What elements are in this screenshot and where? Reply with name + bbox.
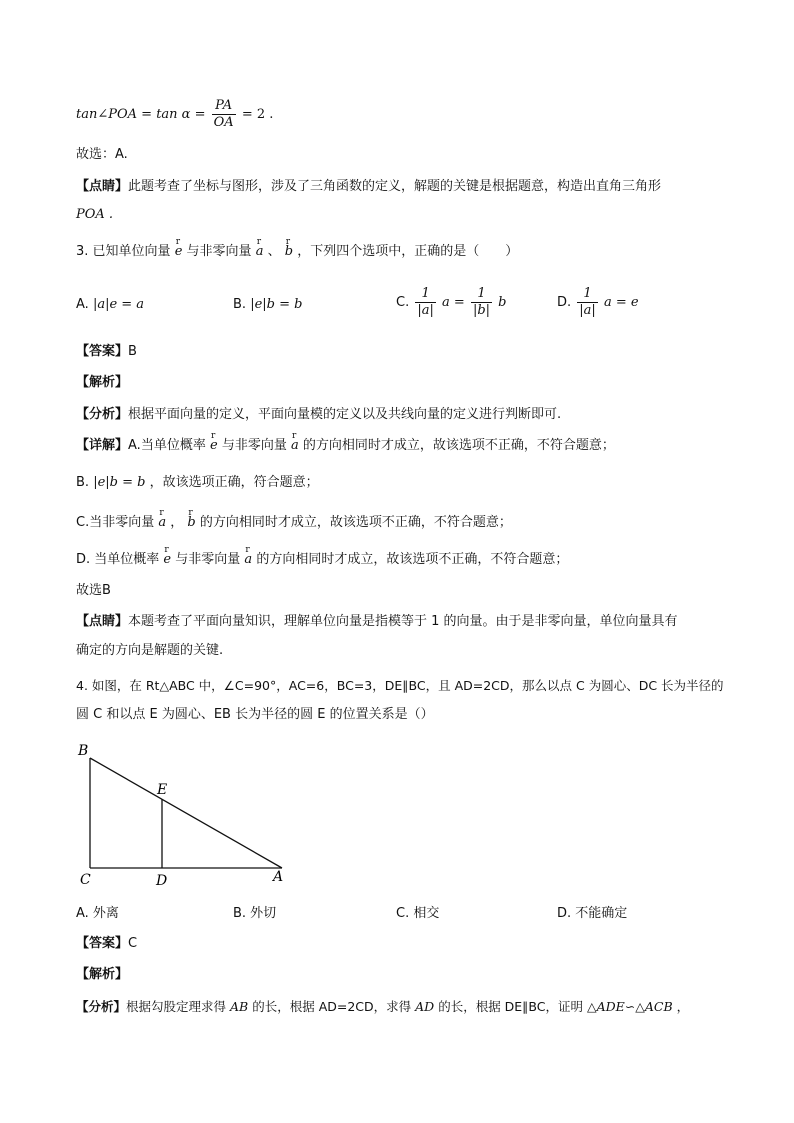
answer-value: C [128, 936, 138, 951]
answer-value: B [128, 344, 137, 359]
fraction [212, 98, 236, 131]
q3-option-c [396, 286, 507, 319]
label-a: A [273, 869, 284, 885]
line-expr: |e|b = b [93, 475, 146, 490]
vector-e: r e [175, 243, 183, 261]
stem-sep: 、 [267, 244, 281, 259]
stem-text: 3. 已知单位向量 [76, 244, 171, 259]
formula-rhs: = 2 . [241, 107, 274, 122]
comment-tag: 【点睛】 [76, 179, 129, 194]
fraction-denominator: OA [213, 115, 234, 130]
label-e: E [157, 782, 168, 798]
label-b: B [78, 743, 89, 759]
label-c: C [80, 872, 91, 888]
stem-text: ，下列四个选项中，正确的是（ ） [297, 244, 519, 259]
fraction [415, 286, 436, 319]
q3-comment-2: 确定的方向是解题的关键. [76, 643, 224, 658]
fenxi-tag: 【分析】 [76, 407, 129, 422]
line-text: ，故该选项正确，符合题意； [149, 475, 319, 490]
xiangjie-text: A.当单位概率 [128, 438, 206, 453]
fenxi-text: 的长，根据 DE∥BC，证明 [438, 999, 584, 1014]
fenxi-tag: 【分析】 [76, 999, 127, 1014]
line-label: B. [76, 475, 90, 490]
fenxi-text: 根据平面向量的定义，平面向量模的定义以及共线向量的定义进行判断即可. [128, 407, 562, 422]
option-expr: b [498, 295, 507, 310]
q3-option-a [76, 296, 144, 314]
answer-tag: 【答案】 [76, 344, 129, 359]
q3-line-c [76, 514, 512, 532]
option-label: D. [557, 295, 572, 310]
q3-xiangjie-a [76, 437, 615, 455]
formula-lhs: tan∠POA = tan α = [76, 107, 206, 122]
vector-a: r a [244, 551, 252, 569]
q2-formula [76, 98, 273, 131]
option-label: A. [76, 297, 89, 312]
line-text: 的方向相同时才成立，故该选项不正确，不符合题意； [199, 515, 512, 530]
q2-comment [76, 178, 661, 196]
q4-option-c: C. 相交 [396, 906, 440, 921]
q3-fenxi [76, 406, 561, 424]
stem-text: 与非零向量 [186, 244, 252, 259]
q3-answer [76, 343, 137, 361]
q3-option-d [557, 286, 639, 319]
option-expr: a = e [603, 295, 639, 310]
fenxi-math: AB [230, 999, 249, 1014]
vector-a: r a [256, 243, 264, 261]
option-label: B. [233, 297, 247, 312]
comment-text: 本题考查了平面向量知识，理解单位向量是指模等于 1 的向量。由于是非零向量，单位向量具有 [128, 614, 678, 629]
xiangjie-text: 的方向相同时才成立，故该选项不正确，不符合题意； [302, 438, 615, 453]
q4-option-d: D. 不能确定 [557, 906, 628, 921]
line-text: 的方向相同时才成立，故该选项不正确，不符合题意； [256, 552, 569, 567]
fenxi-text: ， [676, 999, 690, 1014]
fenxi-math: AD [415, 999, 435, 1014]
vector-a: r a [158, 514, 166, 532]
q2-comment-tail: POA . [76, 207, 114, 222]
vector-e: r e [210, 437, 218, 455]
q4-answer [76, 935, 137, 953]
vector-e: r e [163, 551, 171, 569]
vector-a: r a [291, 437, 299, 455]
option-label: C. [396, 295, 410, 310]
fraction-numerator: PA [212, 98, 236, 115]
comment-text: 此题考查了坐标与图形，涉及了三角函数的定义，解题的关键是根据题意，构造出直角三角形 [128, 179, 662, 194]
q4-option-a: A. 外离 [76, 906, 119, 921]
option-expr: |e|b = b [250, 297, 303, 312]
line-text: 与非零向量 [175, 552, 241, 567]
q4-fenxi [76, 998, 689, 1016]
fraction-denominator: |b| [472, 303, 491, 318]
line-text: C.当非零向量 [76, 515, 155, 530]
option-expr: |a|e = a [92, 297, 145, 312]
fenxi-math: △ADE∽△ACB [587, 999, 673, 1014]
label-d: D [156, 873, 168, 889]
line-sep: ， [170, 515, 184, 530]
fraction-numerator: 1 [415, 286, 436, 303]
q4-stem-2: 圆 C 和以点 E 为圆心、EB 长为半径的圆 E 的位置关系是（） [76, 707, 434, 722]
q3-comment [76, 613, 678, 631]
xiangjie-text: 与非零向量 [221, 438, 287, 453]
triangle-figure [70, 738, 300, 890]
fraction-numerator: 1 [471, 286, 492, 303]
q3-line-d [76, 551, 568, 569]
line-text: D. 当单位概率 [76, 552, 160, 567]
segment-ba [90, 758, 282, 868]
q3-choose: 故选B [76, 583, 111, 598]
fraction-denominator: |a| [579, 303, 596, 318]
fraction [471, 286, 492, 319]
q2-choose: 故选：A. [76, 147, 128, 162]
q3-analysis-tag: 【解析】 [76, 375, 129, 390]
fenxi-text: 根据勾股定理求得 [126, 999, 227, 1014]
q4-analysis-tag: 【解析】 [76, 967, 129, 982]
answer-tag: 【答案】 [76, 936, 129, 951]
xiangjie-tag: 【详解】 [76, 438, 129, 453]
vector-b: r b [187, 514, 195, 532]
q4-option-b: B. 外切 [233, 906, 277, 921]
vector-b: r b [285, 243, 293, 261]
q3-stem [76, 243, 518, 261]
fraction [577, 286, 598, 319]
fraction-numerator: 1 [577, 286, 598, 303]
q3-line-b [76, 474, 319, 492]
fraction-denominator: |a| [417, 303, 434, 318]
q4-stem-1: 4. 如图，在 Rt△ABC 中，∠C=90°，AC=6，BC=3，DE∥BC，且 AD=2CD，那么以点 C 为圆心、DC 长为半径的 [76, 678, 724, 693]
q3-option-b [233, 296, 302, 314]
fenxi-text: 的长，根据 AD=2CD，求得 [252, 999, 412, 1014]
comment-tag: 【点睛】 [76, 614, 129, 629]
option-expr: a = [442, 295, 465, 310]
